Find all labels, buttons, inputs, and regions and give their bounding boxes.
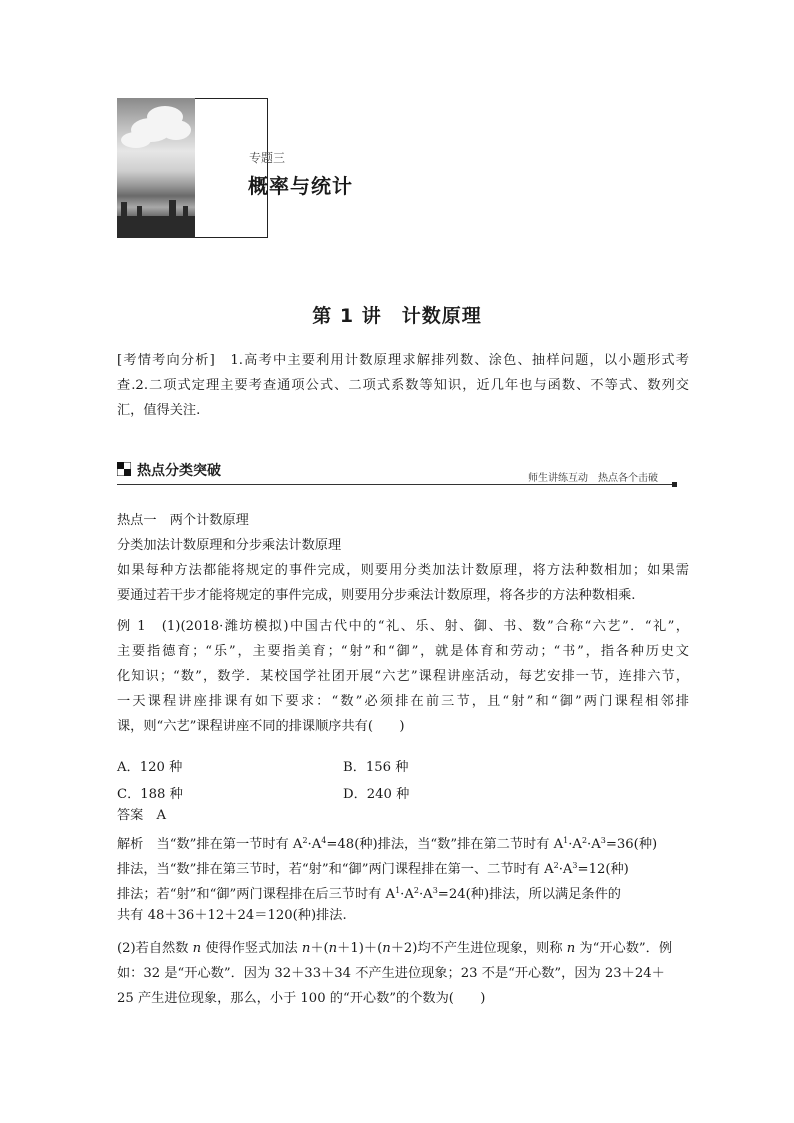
solution-line: 排法；若“射”和“御”两门课程排在后三节时有 $A^1\cdot A^2\cdot A^3=24$(种)排法，所以满足条件的 <box>117 886 621 902</box>
solution-line: 排法，当“数”排在第三节时，若“射”和“御”两门课程排在第一、二节时有 $A^2\cdot A^3=12$(种) <box>117 861 629 877</box>
question-line: 一天课程讲座排课有如下要求：“数”必须排在前三节，且“射”和“御”两门课程相邻排 <box>117 694 689 709</box>
section-divider <box>117 484 677 485</box>
lecture-title: 第 1 讲 计数原理 <box>312 305 482 327</box>
question-line: 课，则“六艺”课程讲座不同的排课顺序共有( ) <box>117 719 405 734</box>
question-line: 25 产生进位现象，那么，小于 100 的“开心数”的个数为( ) <box>117 991 486 1006</box>
analysis-line: 汇，值得关注. <box>117 403 201 418</box>
question-line: 主要指德育；“乐”，主要指美育；“射”和“御”，就是体育和劳动；“书”，指各种历史文 <box>117 644 689 659</box>
section-divider-end-mark <box>672 482 677 487</box>
checker-icon <box>117 462 131 476</box>
topic-title: 概率与统计 <box>248 174 353 198</box>
section-subtitle: 师生讲练互动 热点各个击破 <box>528 473 658 484</box>
question-line: 化知识；“数”，数学．某校国学社团开展“六艺”课程讲座活动，每艺安排一节，连排六节， <box>117 669 689 684</box>
option-c: C．188 种 <box>117 787 183 802</box>
hotspot-block <box>117 508 689 608</box>
solution-line: 共有 48＋36＋12＋24＝120(种)排法. <box>117 908 347 923</box>
analysis-line: [考情考向分析] 1.高考中主要利用计数原理求解排列数、涂色、抽样问题，以小题形式考 <box>117 353 689 368</box>
example-1-question <box>117 614 689 739</box>
option-a: A．120 种 <box>117 760 183 775</box>
analysis-line: 查.2.二项式定理主要考查通项公式、二项式系数等知识，近几年也与函数、不等式、数列交 <box>117 378 689 393</box>
answer-line: 答案 A <box>117 808 167 823</box>
section-title: 热点分类突破 <box>137 463 221 479</box>
question-line: (2)若自然数 n 使得作竖式加法 n＋(n＋1)＋(n＋2)均不产生进位现象，则称 n 为“开心数”．例 <box>117 941 673 956</box>
hotspot-body-line: 要通过若干步才能将规定的事件完成，则要用分步乘法计数原理，将各步的方法种数相乘. <box>117 588 636 603</box>
question-line: 例 1 (1)(2018·潍坊模拟)中国古代中的“礼、乐、射、御、书、数”合称“六艺”．“礼”， <box>117 619 689 634</box>
hotspot-body-line: 如果每种方法都能将规定的事件完成，则要用分类加法计数原理，将方法种数相加；如果需 <box>117 563 689 578</box>
question-line: 如：32 是“开心数”．因为 32＋33＋34 不产生进位现象；23 不是“开心数”，因为 23＋24＋ <box>117 966 665 981</box>
solution-block <box>117 828 689 928</box>
option-b: B．156 种 <box>343 760 409 775</box>
exam-analysis-paragraph <box>117 348 689 423</box>
topic-label: 专题三 <box>249 151 286 165</box>
hotspot-heading: 热点一 两个计数原理 <box>117 513 249 528</box>
example-1-part-2 <box>117 936 689 1011</box>
solution-line: 解析 当“数”排在第一节时有 $A^2\cdot A^4=48$(种)排法，当“数”排在第二节时有 $A^1\cdot A^2\cdot A^3=36$(种) <box>117 836 658 852</box>
option-d: D．240 种 <box>343 787 410 802</box>
chapter-banner-photo <box>117 98 195 238</box>
hotspot-subheading: 分类加法计数原理和分步乘法计数原理 <box>117 538 342 553</box>
